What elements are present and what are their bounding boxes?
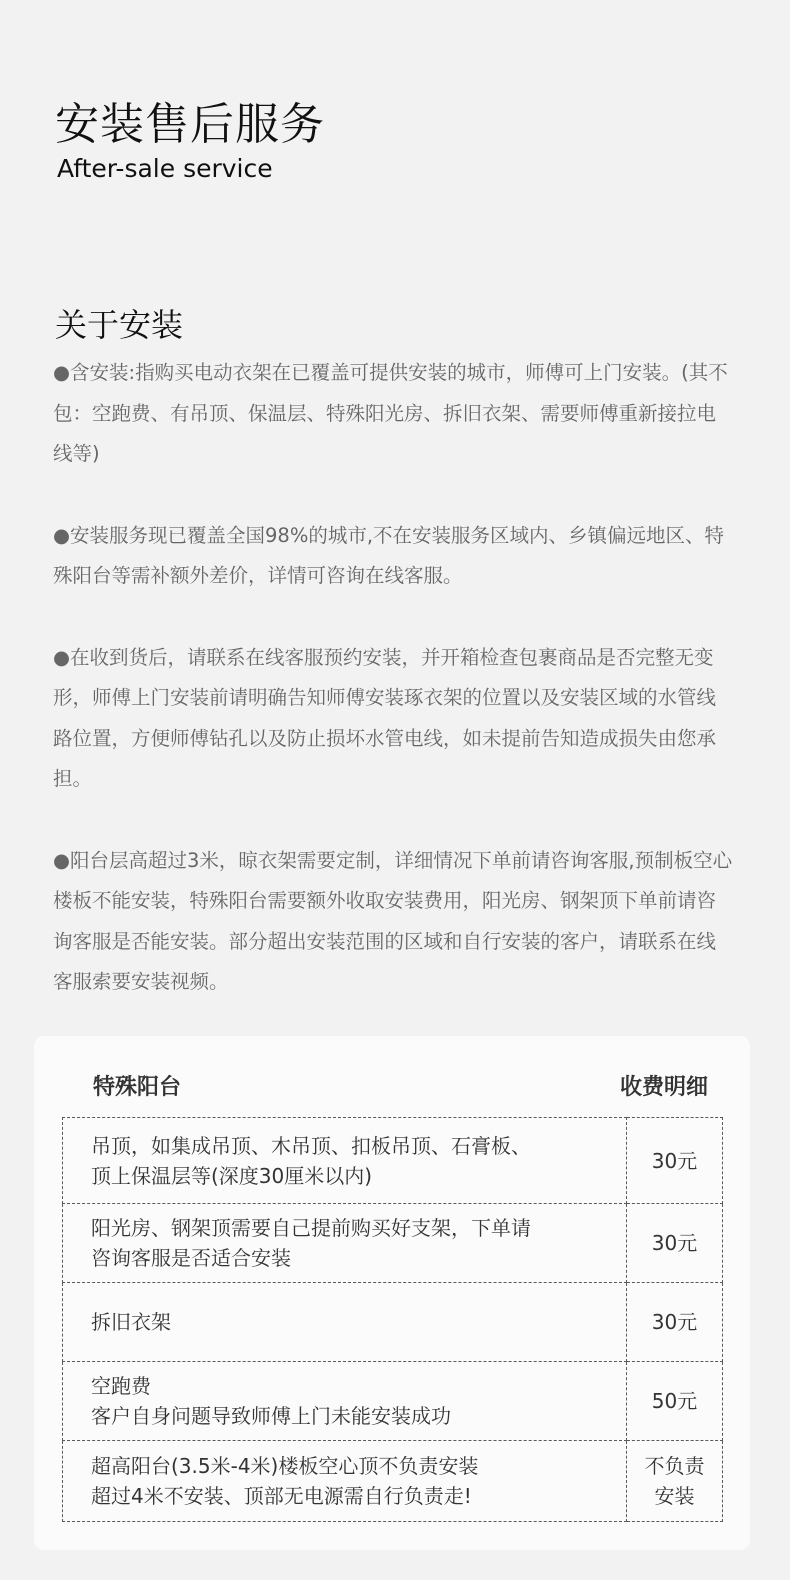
- fee-price-cell: [627, 1283, 723, 1362]
- table-row: [63, 1283, 723, 1362]
- fee-desc-line: 空跑费: [91, 1374, 151, 1398]
- table-row: [63, 1362, 723, 1441]
- fee-price-cell: [627, 1362, 723, 1441]
- fee-table-header-fee: 收费明细: [620, 1075, 709, 1100]
- fee-table-header-item: 特殊阳台: [93, 1075, 182, 1100]
- fee-desc-line: 超过4米不安装、顶部无电源需自行负责走!: [91, 1484, 472, 1508]
- fee-desc-line: 顶上保温层等(深度30厘米以内): [91, 1163, 373, 1188]
- fee-table: [62, 1117, 723, 1522]
- fee-desc-cell: [63, 1283, 627, 1362]
- fee-desc-cell: [63, 1441, 627, 1522]
- install-note: ●含安装:指购买电动衣架在已覆盖可提供安装的城市，师傅可上门安装。(其不包：空跑费、有吊顶、保温层、特殊阳光房、拆旧衣架、需要师傅重新接拉电线等): [53, 361, 728, 465]
- fee-desc-cell: [63, 1362, 627, 1441]
- fee-price-cell: [627, 1441, 723, 1522]
- table-row: [63, 1118, 723, 1204]
- install-note: ●在收到货后，请联系在线客服预约安装，并开箱检查包裹商品是否完整无变形，师傅上门安装前请明确告知师傅安装琢衣架的位置以及安装区域的水管线路位置，方便师傅钻孔以及防止损坏水管电线，如未提前告知造成损失由您承担。: [53, 645, 717, 790]
- fee-desc-line: 咨询客服是否适合安装: [91, 1246, 291, 1270]
- fee-desc-line: 阳光房、钢架顶需要自己提前购买好支架，下单请: [91, 1216, 531, 1240]
- fee-desc-line: 吊顶，如集成吊顶、木吊顶、扣板吊顶、石膏板、: [91, 1133, 531, 1158]
- install-note: ●安装服务现已覆盖全国98%的城市,不在安装服务区域内、乡镇偏远地区、特殊阳台等需补额外差价，详情可咨询在线客服。: [53, 523, 725, 587]
- fee-price-cell: [627, 1118, 723, 1204]
- section-title-install: 关于安装: [55, 306, 184, 344]
- fee-price-cell: [627, 1204, 723, 1283]
- install-notes: [53, 353, 733, 1044]
- fee-desc-line: 客户自身问题导致师傅上门未能安装成功: [91, 1404, 451, 1428]
- fee-price: 不负责: [644, 1454, 705, 1478]
- fee-price: 30元: [651, 1310, 698, 1334]
- fee-price: 30元: [651, 1231, 698, 1255]
- install-note: ●阳台层高超过3米，晾衣架需要定制，详细情况下单前请咨询客服,预制板空心楼板不能安装，特殊阳台需要额外收取安装费用，阳光房、钢架顶下单前请咨询客服是否能安装。部分超出安装范围的区域和自行安装的客户，请联系在线客服索要安装视频。: [53, 848, 733, 993]
- fee-desc-cell: [63, 1204, 627, 1283]
- fee-price: 50元: [651, 1389, 698, 1413]
- page-title: 安装售后服务: [55, 99, 325, 150]
- fee-desc-line: 拆旧衣架: [91, 1310, 171, 1334]
- fee-price: 安装: [654, 1484, 695, 1508]
- table-row: [63, 1441, 723, 1522]
- table-row: [63, 1204, 723, 1283]
- fee-price: 30元: [651, 1148, 698, 1173]
- fee-desc-cell: [63, 1118, 627, 1204]
- fee-desc-line: 超高阳台(3.5米-4米)楼板空心顶不负责安装: [91, 1454, 479, 1478]
- page-subtitle: After-sale service: [57, 154, 273, 183]
